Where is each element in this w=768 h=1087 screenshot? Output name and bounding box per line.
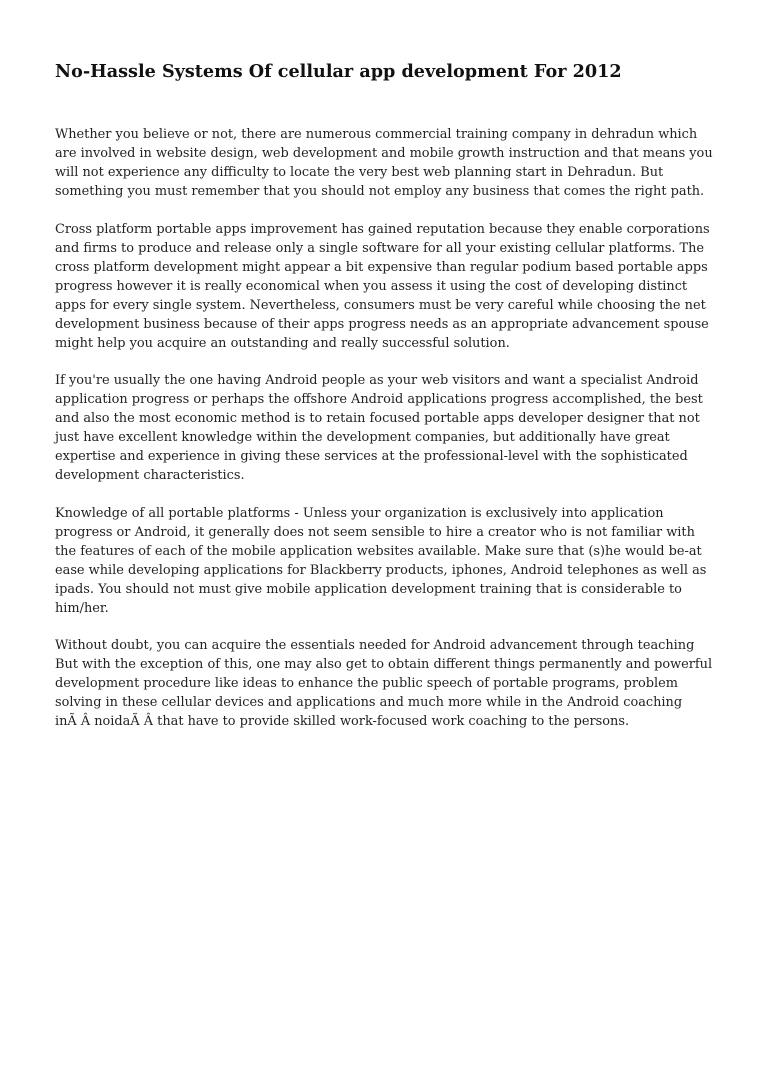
paragraph: Without doubt, you can acquire the essentials needed for Android advancement through teaching But with the exception of this, one may also get to obtain different things permanently and powerful development procedure like ideas to enhance the public speech of portable programs, problem solving in these cellular devices and applications and much more while in the Android coaching inÃ Â noidaÃ Â that have to provide skilled work-focused work coaching to the persons. (55, 638, 713, 729)
paragraph: Whether you believe or not, there are numerous commercial training company in dehradun which are involved in website design, web development and mobile growth instruction and that means you will not experience any difficulty to locate the very best web planning start in Dehradun. But something you must remember that you should not employ any business that comes the right path. (55, 127, 713, 199)
paragraph: If you're usually the one having Android people as your web visitors and want a specialist Android application progress or perhaps the offshore Android applications progress accomplished, the best and also the most economic method is to retain focused portable apps developer designer that not just have excellent knowledge within the development companies, but additionally have great expertise and experience in giving these services at the professional-level with the sophisticated development characteristics. (55, 373, 703, 483)
paragraph: Cross platform portable apps improvement has gained reputation because they enable corporations and firms to produce and release only a single software for all your existing cellular platforms. The cross platform development might appear a bit expensive than regular podium based portable apps progress however it is really economical when you assess it using the cost of developing distinct apps for every single system. Nevertheless, consumers must be very careful while choosing the net development business because of their apps progress needs as an appropriate advancement spouse might help you acquire an outstanding and really successful solution. (55, 221, 710, 351)
document-page (55, 60, 715, 750)
paragraph: Knowledge of all portable platforms - Unless your organization is exclusively into application progress or Android, it generally does not seem sensible to hire a creator who is not familiar with the features of each of the mobile application websites available. Make sure that (s)he would be-at ease while developing applications for Blackberry products, iphones, Android telephones as well as ipads. You should not must give mobile application development training that is considerable to him/her. (55, 505, 707, 616)
document-title: No-Hassle Systems Of cellular app development For 2012 (55, 61, 622, 82)
